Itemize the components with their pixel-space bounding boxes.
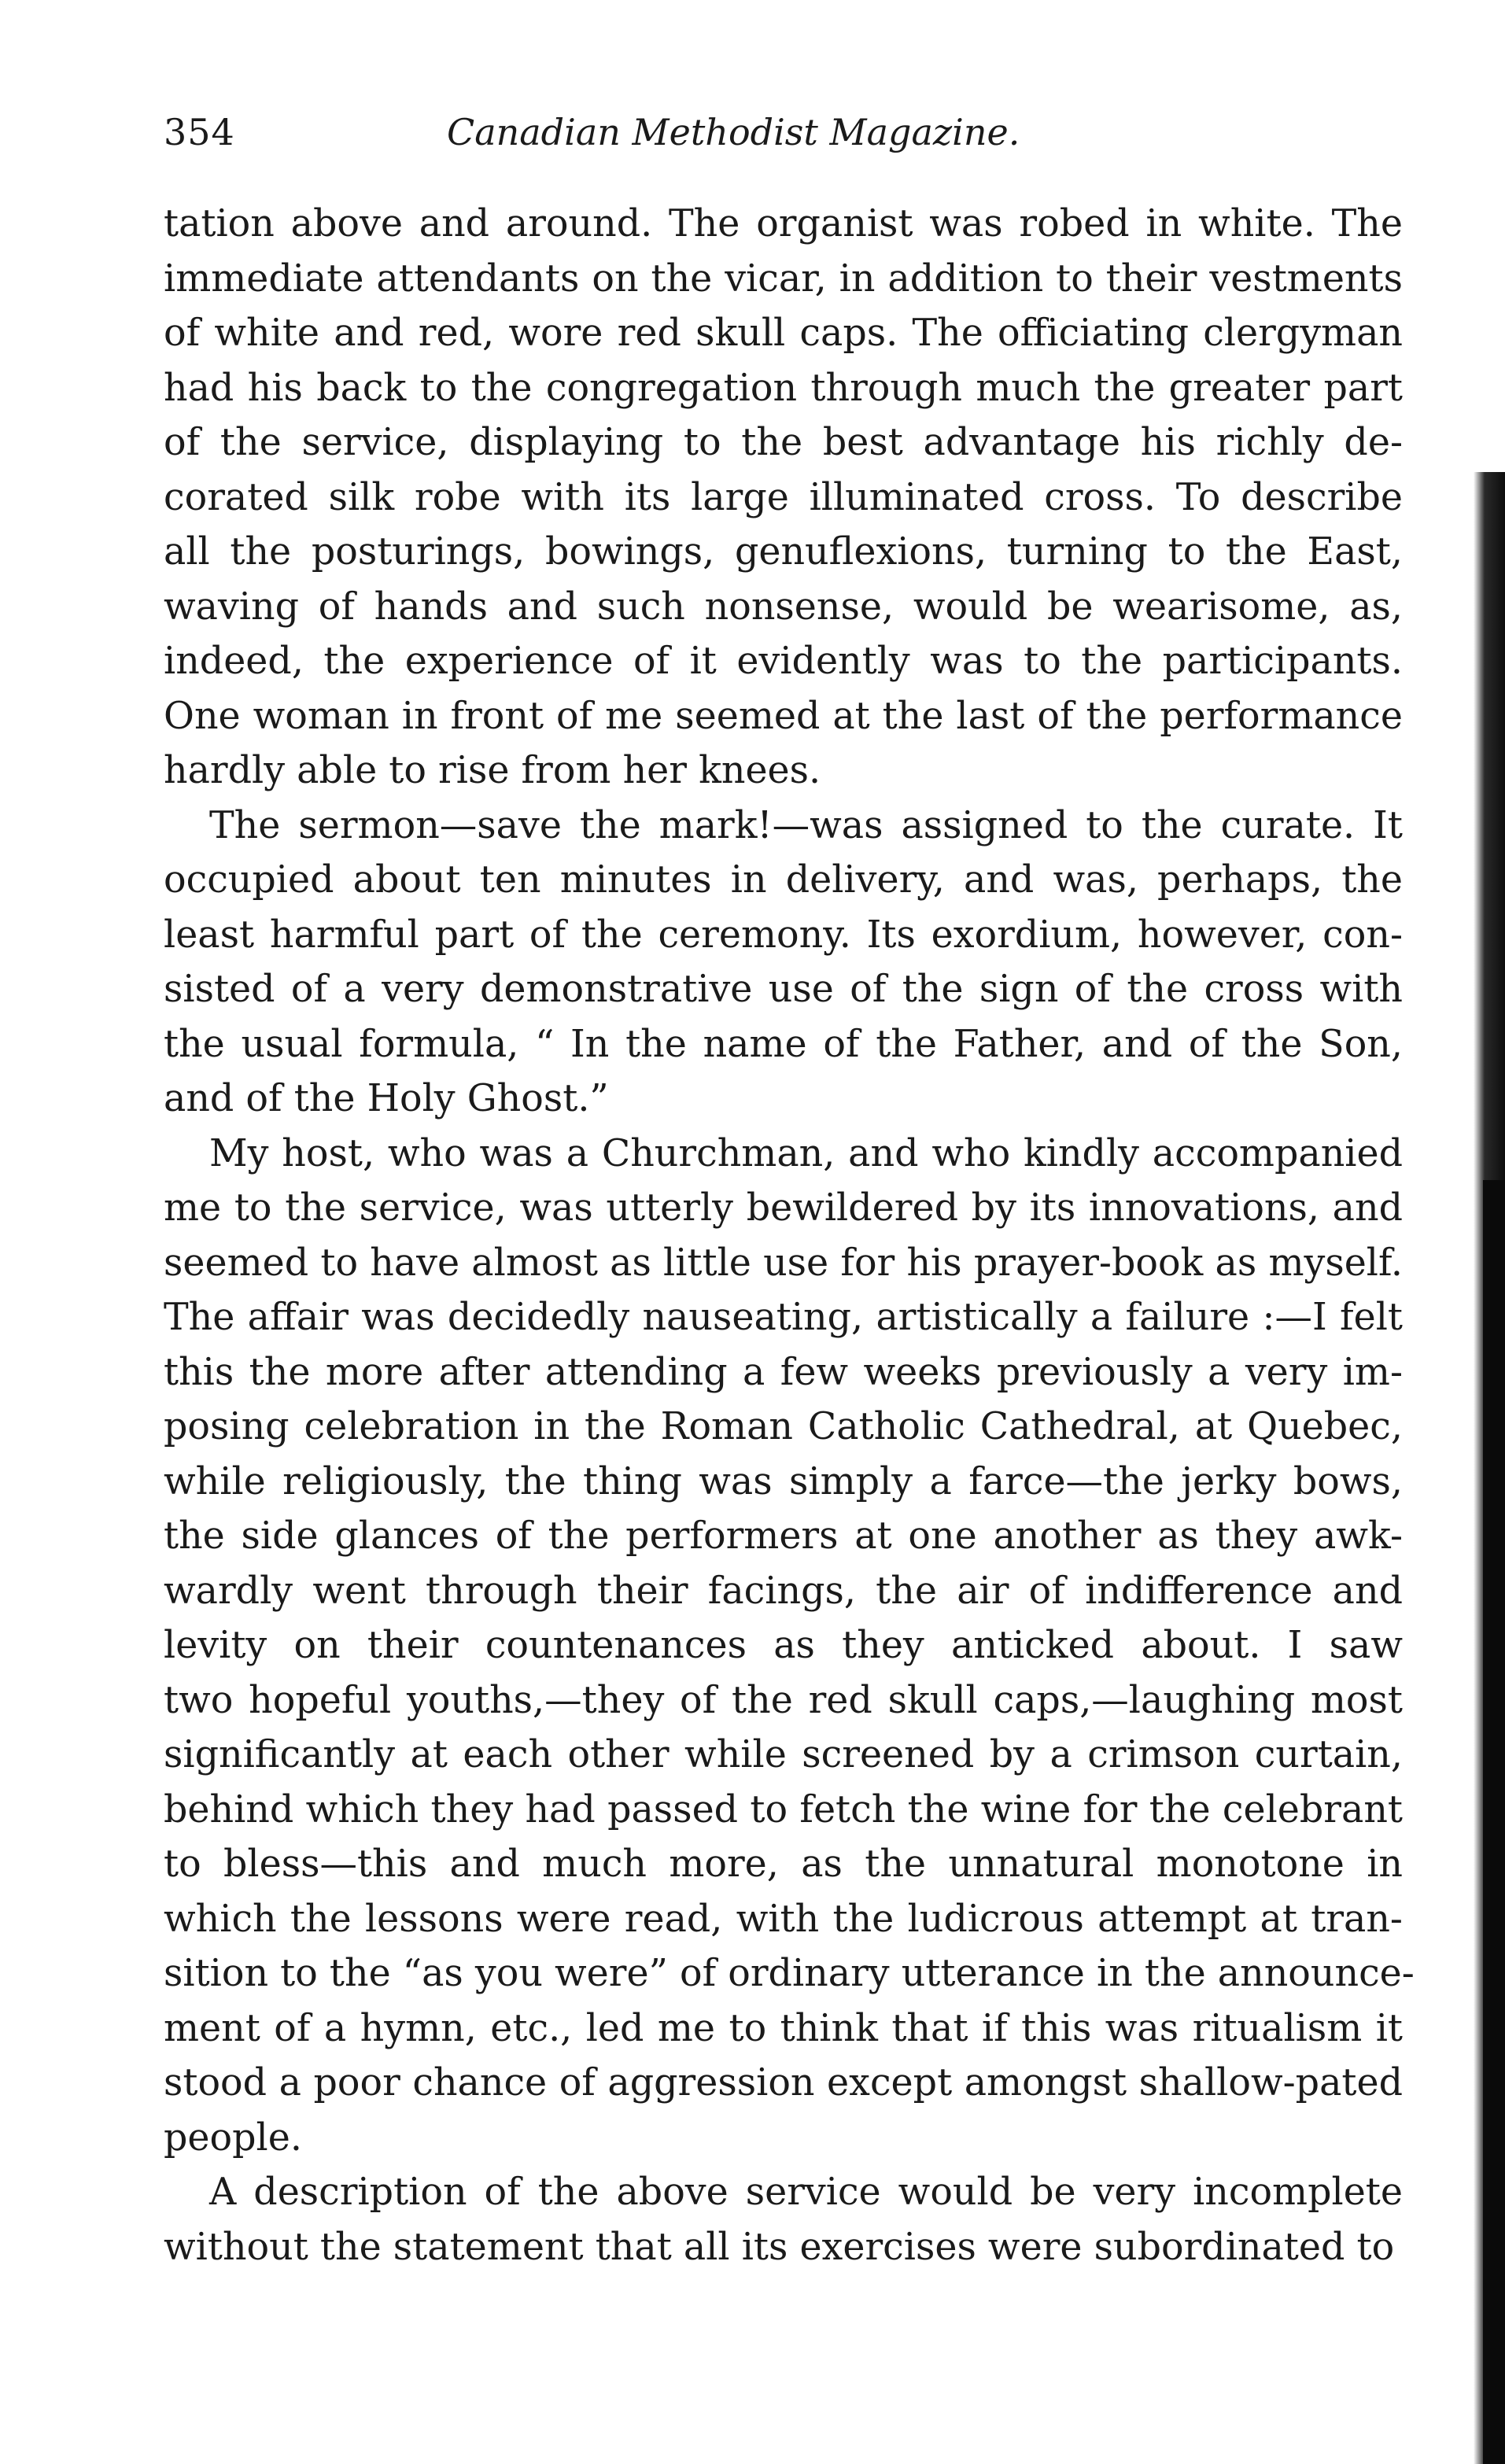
text-line: significantly at each other while screened by a crimson curtain, [164,1733,1403,1776]
text-line: all the posturings, bowings, genuflexions, turning to the East, [164,530,1403,574]
paragraph [164,197,1403,799]
paragraph [164,2165,1403,2274]
text-line: and of the Holy Ghost.” [164,1077,609,1120]
text-line: me to the service, was utterly bewildered by its innovations, and [164,1186,1403,1230]
running-title: Canadian Methodist Magazine. [447,111,1020,153]
text-line: behind which they had passed to fetch the wine for the celebrant [164,1787,1403,1831]
page-header [164,109,1403,164]
text-line: stood a poor chance of aggression except amongst shallow-pated [164,2061,1403,2104]
binding-shadow-dark [1483,1180,1505,2464]
text-line: ment of a hymn, etc., led me to think that if this was ritualism it [164,2006,1403,2050]
text-line: levity on their countenances as they anticked about. I saw [164,1624,1403,1667]
text-line: sition to the “as you were” of ordinary utterance in the announce- [164,1952,1415,1995]
text-line: which the lessons were read, with the ludicrous attempt at tran- [164,1897,1403,1941]
text-line: One woman in front of me seemed at the last of the performance [164,694,1403,738]
text-line: occupied about ten minutes in delivery, and was, perhaps, the [164,858,1403,902]
body-text [164,197,1415,2274]
text-line: immediate attendants on the vicar, in addition to their vestments [164,256,1403,301]
text-line: My host, who was a Churchman, and who kindly accompanied [209,1131,1403,1175]
text-line: hardly able to rise from her knees. [164,749,821,792]
text-line: while religiously, the thing was simply a farce—the jerky bows, [164,1459,1403,1503]
text-line: corated silk robe with its large illuminated cross. To describe [164,475,1403,519]
text-line: without the statement that all its exercises were subordinated to [164,2225,1395,2269]
paragraph [164,1127,1415,2166]
text-line: wardly went through their facings, the air of indifference and [164,1569,1403,1613]
text-line: the usual formula, “ In the name of the Father, and of the Son, [164,1022,1403,1066]
text-line: tation above and around. The organist was robed in white. The [164,202,1403,245]
text-line: sisted of a very demonstrative use of the sign of the cross with [164,968,1403,1011]
text-line: waving of hands and such nonsense, would be wearisome, as, [164,585,1403,629]
page-number: 354 [164,111,235,153]
paragraph [164,799,1403,1127]
text-line: had his back to the congregation through much the greater part [164,366,1403,410]
text-line: posing celebration in the Roman Catholic Cathedral, at Quebec, [164,1405,1403,1448]
text-line: seemed to have almost as little use for his prayer-book as myself. [164,1241,1403,1285]
text-line: The affair was decidedly nauseating, artistically a failure :—I felt [164,1296,1403,1339]
text-line: the side glances of the performers at one another as they awk- [164,1514,1403,1558]
text-line: A description of the above service would be very incomplete [209,2171,1403,2214]
text-line: The sermon—save the mark!—was assigned to the curate. It [209,803,1403,847]
text-line: of white and red, wore red skull caps. The officiating clergyman [164,312,1403,355]
text-line: least harmful part of the ceremony. Its exordium, however, con- [164,913,1403,957]
text-line: of the service, displaying to the best advantage his richly de- [164,421,1403,464]
text-line: to bless—this and much more, as the unnatural monotone in [164,1842,1403,1886]
text-line: two hopeful youths,—they of the red skull caps,—laughing most [164,1678,1403,1722]
text-line: indeed, the experience of it evidently was to the participants. [164,640,1403,683]
text-line: people. [164,2115,302,2160]
text-line: this the more after attending a few weeks previously a very im- [164,1350,1403,1394]
